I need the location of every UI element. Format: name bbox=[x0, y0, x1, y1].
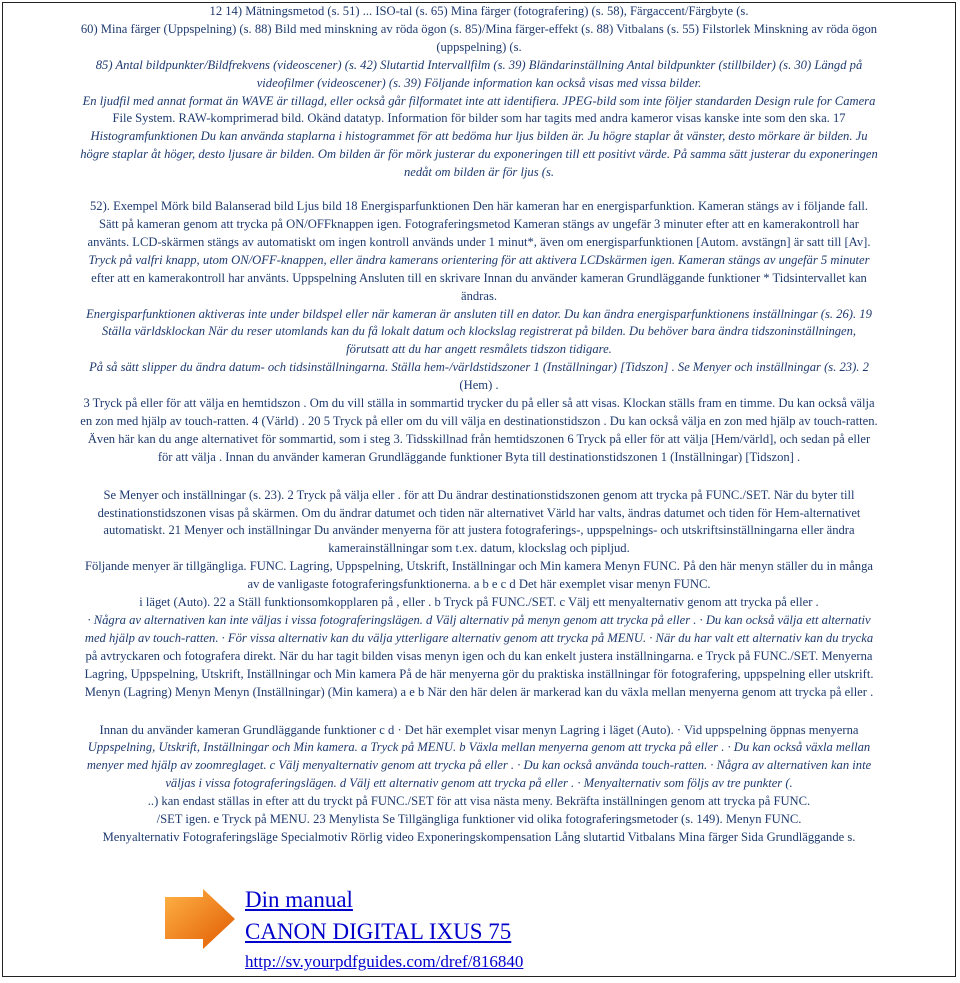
text-line: Innan du använder kameran Grundläggande funktioner c d · Det här exemplet visar menyn Lagring i läget (Auto). · Vid uppspelning öppnas menyerna bbox=[99, 722, 859, 737]
text-line: Menyalternativ Fotograferingsläge Specialmotiv Rörlig video Exponeringskompensation Lång slutartid Vitbalans Mina färger Sida Grundläggande s. bbox=[102, 829, 856, 844]
manual-footer bbox=[159, 885, 659, 975]
text-line: Även här kan du ange alternativet för sommartid, som i steg 3. Tidsskillnad från hemtidszonen 6 Tryck på eller för att välja [Hem/värld], och sedan på eller bbox=[87, 431, 871, 446]
document-page bbox=[2, 2, 956, 977]
text-line: destinationstidszonen visas på skärmen. Om du ändrar datumet och tiden när alternativet Värld har valts, ändras datumet och tiden för Hem-alternativet bbox=[97, 505, 861, 520]
text-line: Se Menyer och inställningar (s. 23). 2 Tryck på välja eller . för att Du ändrar destinationstidszonen genom att trycka på FUNC./SET. När du byter till bbox=[103, 487, 855, 502]
text-line: Lagring, Uppspelning, Utskrift, Inställningar och Min kamera På de här menyerna gör du praktiska inställningar för fotografering, uppspelning eller utskrift. bbox=[84, 666, 874, 681]
text-line: · Några av alternativen kan inte väljas i vissa fotograferingslägen. d Välj alternativ på menyn genom att trycka på eller . · Du kan också välja ett alternativ bbox=[87, 613, 871, 627]
text-line: Följande menyer är tillgängliga. FUNC. Lagring, Uppspelning, Utskrift, Inställningar och Min kamera Menyn FUNC. På den här menyn ställer du in många bbox=[84, 559, 873, 574]
text-line: Tryck på valfri knapp, utom ON/OFF-knappen, eller ändra kamerans orientering för att aktivera LCDskärmen igen. Kameran stängs av ungefär 5 minuter bbox=[88, 252, 870, 267]
text-line: ändras. bbox=[460, 288, 498, 303]
arrow-icon bbox=[159, 885, 239, 955]
text-line: 12 14) Mätningsmetod (s. 51) ... ISO-tal (s. 65) Mina färger (fotografering) (s. 58), Färgaccent/Färgbyte (s. bbox=[209, 4, 749, 18]
paragraph-2 bbox=[7, 198, 951, 467]
text-line: efter att en kamerakontroll har använts. Uppspelning Ansluten till en skrivare Innan du använder kameran Grundläggande funktioner * Tidsintervallet kan bbox=[91, 270, 867, 285]
text-line: Energisparfunktionen aktiveras inte under bildspel eller när kameran är ansluten till en dator. Du kan ändra energisparfunktionens inställningar (s. 26). 19 bbox=[86, 306, 872, 321]
text-line: av de vanligaste fotograferingsfunktionerna. a b e c d Det här exemplet visar menyn FUNC. bbox=[247, 577, 711, 592]
paragraph-1 bbox=[7, 3, 951, 182]
text-line: videofilmer (videoscener) (s. 39) Följande information kan också visas med vissa bilder. bbox=[256, 75, 702, 90]
text-line: En ljudfil med annat format än WAVE är tillagd, eller också går filformatet inte att identifiera. JPEG-bild som inte följer standarden Design rule for Camera bbox=[82, 93, 876, 108]
text-line: menyer med hjälp av zoomreglaget. c Välj menyalternativ genom att trycka på eller . · Du kan också använda touch-ratten. · Några av alternativen kan inte bbox=[86, 758, 872, 773]
text-line: 52). Exempel Mörk bild Balanserad bild Ljus bild 18 Energisparfunktionen Den här kameran har en energisparfunktion. Kameran stängs av i följande fall. bbox=[89, 199, 869, 214]
text-line: 3 Tryck på eller för att välja en hemtidszon . Om du vill ställa in sommartid trycker du på eller så att visas. Klockan ställs fram en timme. Du kan också välja bbox=[83, 396, 875, 411]
text-line: i läget (Auto). 22 a Ställ funktionsomkopplaren på , eller . b Tryck på FUNC./SET. c Välj ett menyalternativ genom att trycka på eller . bbox=[139, 595, 819, 610]
text-line: Sätt på kameran genom att trycka på ON/OFFknappen igen. Fotograferingsmetod Kameran stängs av ungefär 3 minuter efter att en kamerakontroll har bbox=[99, 216, 859, 231]
product-link[interactable]: CANON DIGITAL IXUS 75 bbox=[245, 919, 512, 944]
url-link[interactable]: http://sv.yourpdfguides.com/dref/816840 bbox=[245, 952, 524, 971]
text-line: högre staplar åt höger, desto ljusare är bilden. Om bilden är för mörk justerar du exponeringen till ett positivt värde. På samma sätt justerar du exponeringen bbox=[80, 147, 878, 162]
manual-link[interactable]: Din manual bbox=[245, 887, 353, 912]
text-line: (Hem) . bbox=[459, 378, 499, 393]
text-line: 85) Antal bildpunkter/Bildfrekvens (videoscener) (s. 42) Slutartid Intervallfilm (s. 39) Bländarinställning Antal bildpunkter (stillbilder) (s. 30) Längd på bbox=[95, 57, 863, 72]
text-line: nedåt om bilden är för ljus (s. bbox=[403, 165, 555, 180]
text-line: (uppspelning) (s. bbox=[436, 39, 522, 54]
text-line: Histogramfunktionen Du kan använda staplarna i histogrammet för att bedöma hur ljus bilden är. Ju högre staplar åt vänster, desto mörkare är bilden. Ju bbox=[90, 129, 868, 144]
text-line: för att välja . Innan du använder kameran Grundläggande funktioner Byta till destinationstidszonen 1 (Inställningar) [Tidszon] . bbox=[157, 449, 801, 464]
text-line: använts. LCD-skärmen stängs av automatiskt om ingen kontroll används under 1 minut*, även om energisparfunktionen [Autom. avstängn] är satt till [Av]. bbox=[87, 234, 871, 249]
text-line: /SET igen. e Tryck på MENU. 23 Menylista Se Tillgängliga funktioner vid olika fotograferingsmetoder (s. 149). Menyn FUNC. bbox=[156, 812, 802, 827]
text-line: Menyn (Lagring) Menyn Menyn (Inställningar) (Min kamera) a e b När den här delen är markerad kan du växla mellan menyerna genom att trycka på eller . bbox=[84, 684, 874, 699]
text-line: File System. RAW-komprimerad bild. Okänd datatyp. Information för bilder som har tagits med andra kameror visas kanske inte som den ska. 17 bbox=[112, 111, 846, 126]
manual-links bbox=[245, 885, 523, 973]
text-line: Ställa världsklockan När du reser utomlands kan du få lokalt datum och klockslag registrerat på bilden. Du behöver bara ändra tidszoninställningen, bbox=[101, 324, 857, 339]
text-line: med hjälp av touch-ratten. · För vissa alternativ kan du välja ytterligare alternativ genom att trycka på MENU. · När du har valt ett alternativ kan du trycka bbox=[84, 630, 874, 645]
text-line: 60) Mina färger (Uppspelning) (s. 88) Bild med minskning av röda ögon (s. 85)/Mina färger-effekt (s. 88) Vitbalans (s. 55) Filstorlek Minskning av röda ögon bbox=[80, 21, 878, 36]
text-line: på avtryckaren och fotografera direkt. När du har tagit bilden visas menyn igen och du kan enkelt justera inställningarna. e Tryck på FUNC./SET. Menyerna bbox=[85, 648, 873, 663]
paragraph-4 bbox=[7, 722, 951, 847]
text-line: kamerainställningar som t.ex. datum, klockslag och pipljud. bbox=[328, 541, 630, 556]
text-line: förutsatt att du har angett resmålets tidszon tidigare. bbox=[346, 342, 612, 357]
paragraph-3 bbox=[7, 487, 951, 702]
text-line: en zon med hjälp av touch-ratten. 4 (Värld) . 20 5 Tryck på eller om du vill välja en destinationstidszon . Du kan också välja en zon med hjälp av touch-ratten. bbox=[80, 413, 878, 428]
text-line: väljas i vissa fotograferingslägen. d Välj ett alternativ genom att trycka på eller . · Menyalternativ som följs av tre punkter (. bbox=[165, 776, 793, 791]
text-line: automatiskt. 21 Menyer och inställningar Du använder menyerna för att justera fotograferings-, uppspelnings- och utskriftsinställningarna eller ändra bbox=[103, 523, 855, 538]
text-line: På så sätt slipper du ändra datum- och tidsinställningarna. Ställa hem-/världstidszoner 1 (Inställningar) [Tidszon] . Se Menyer och inställningar (s. 23). 2 bbox=[89, 360, 869, 375]
text-line: ..) kan endast ställas in efter att du tryckt på FUNC./SET för att visa nästa meny. Bekräfta inställningen genom att trycka på FUNC. bbox=[147, 794, 811, 809]
text-line: Uppspelning, Utskrift, Inställningar och Min kamera. a Tryck på MENU. b Växla mellan menyerna genom att trycka på eller . · Du kan också växla mellan bbox=[87, 740, 871, 755]
